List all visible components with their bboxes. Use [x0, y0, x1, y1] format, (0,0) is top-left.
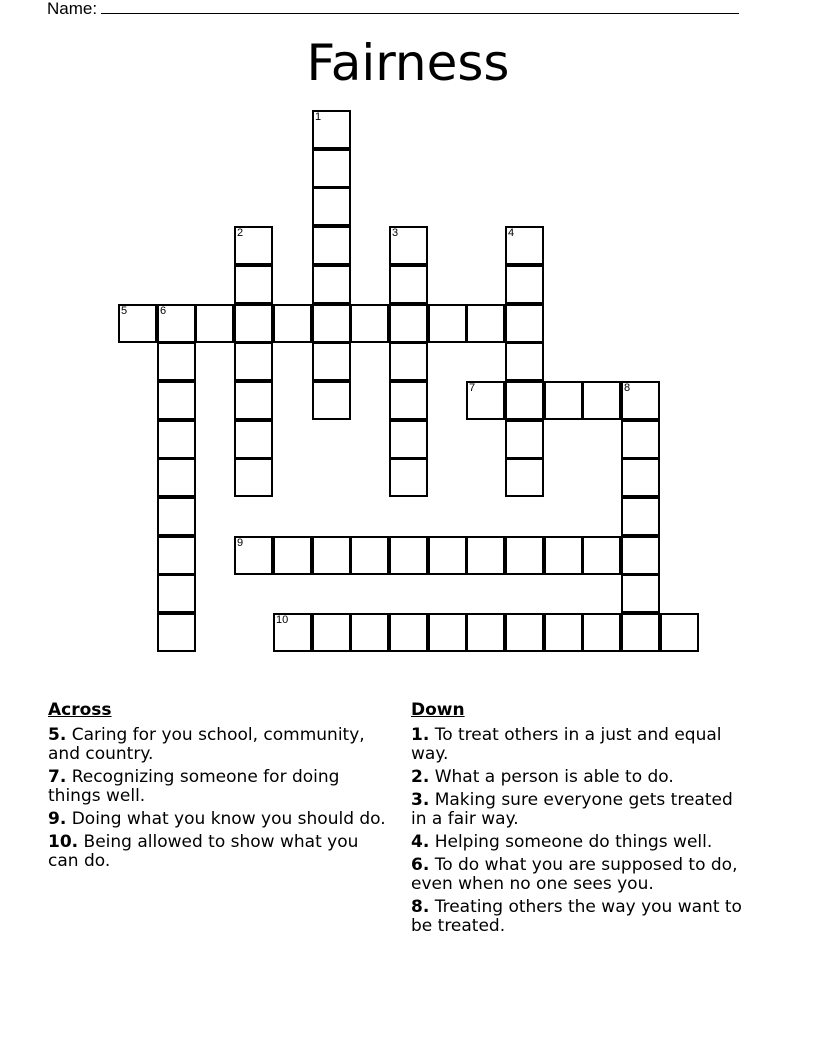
grid-cell[interactable]: [157, 304, 196, 343]
grid-cell[interactable]: [505, 342, 544, 381]
clue-number-label: 5.: [48, 725, 67, 745]
down-clue: [411, 898, 751, 936]
grid-cell[interactable]: [544, 381, 583, 420]
clue-text: Recognizing someone for doing things well.: [48, 767, 340, 806]
across-clue-list: [48, 726, 388, 871]
grid-cell[interactable]: [582, 536, 621, 575]
clue-number: 5: [121, 305, 128, 317]
grid-cell[interactable]: [389, 458, 428, 497]
grid-cell[interactable]: [157, 420, 196, 459]
grid-cell[interactable]: [312, 226, 351, 265]
name-line: [47, 0, 739, 19]
down-clue: [411, 768, 751, 787]
grid-cell[interactable]: [389, 226, 428, 265]
down-clues: [411, 701, 751, 940]
across-clue: [48, 833, 388, 871]
clue-number: 4: [508, 227, 515, 239]
grid-cell[interactable]: [660, 613, 699, 652]
down-heading: Down: [411, 700, 465, 720]
grid-cell[interactable]: [621, 420, 660, 459]
grid-cell[interactable]: [157, 574, 196, 613]
across-clue: [48, 726, 388, 764]
grid-cell[interactable]: [621, 458, 660, 497]
clue-number: 1: [315, 111, 322, 123]
clue-text: Treating others the way you want to be treated.: [411, 897, 742, 936]
grid-cell[interactable]: [350, 536, 389, 575]
grid-cell[interactable]: [312, 381, 351, 420]
grid-cell[interactable]: [195, 304, 234, 343]
clue-number: 10: [276, 614, 289, 626]
down-clue: [411, 726, 751, 764]
grid-cell[interactable]: [234, 226, 273, 265]
grid-cell[interactable]: [312, 265, 351, 304]
grid-cell[interactable]: [621, 574, 660, 613]
grid-cell[interactable]: [544, 536, 583, 575]
name-field[interactable]: [101, 0, 739, 14]
grid-cell[interactable]: [621, 536, 660, 575]
clue-number-label: 6.: [411, 855, 430, 875]
grid-cell[interactable]: [389, 304, 428, 343]
down-clue: [411, 833, 751, 852]
grid-cell[interactable]: [273, 304, 312, 343]
grid-cell[interactable]: [621, 613, 660, 652]
clue-number: 9: [237, 537, 244, 549]
grid-cell[interactable]: [234, 304, 273, 343]
grid-cell[interactable]: [312, 536, 351, 575]
clue-number-label: 8.: [411, 897, 430, 917]
clue-text: Doing what you know you should do.: [71, 809, 386, 829]
grid-cell[interactable]: [582, 381, 621, 420]
clue-number: 3: [392, 227, 399, 239]
grid-cell[interactable]: [312, 613, 351, 652]
clue-text: What a person is able to do.: [434, 767, 674, 787]
down-clue-list: [411, 726, 751, 936]
grid-cell[interactable]: [505, 265, 544, 304]
clue-number-label: 3.: [411, 790, 430, 810]
grid-cell[interactable]: [312, 149, 351, 188]
clue-text: Being allowed to show what you can do.: [48, 832, 359, 871]
across-clue: [48, 810, 388, 829]
grid-cell[interactable]: [157, 536, 196, 575]
grid-cell[interactable]: [157, 613, 196, 652]
grid-cell[interactable]: [312, 342, 351, 381]
grid-cell[interactable]: [234, 381, 273, 420]
grid-cell[interactable]: [234, 265, 273, 304]
clue-text: Caring for you school, community, and country.: [48, 725, 365, 764]
grid-cell[interactable]: [312, 304, 351, 343]
clue-number: 8: [624, 382, 631, 394]
clue-text: Making sure everyone gets treated in a fair way.: [411, 790, 733, 829]
clue-number-label: 4.: [411, 832, 430, 852]
across-clues: [48, 701, 388, 875]
grid-cell[interactable]: [389, 536, 428, 575]
clue-number-label: 1.: [411, 725, 430, 745]
grid-cell[interactable]: [428, 536, 467, 575]
clue-number: 6: [160, 305, 167, 317]
grid-cell[interactable]: [505, 381, 544, 420]
grid-cell[interactable]: [466, 536, 505, 575]
grid-cell[interactable]: [273, 613, 312, 652]
grid-cell[interactable]: [505, 304, 544, 343]
grid-cell[interactable]: [234, 536, 273, 575]
clue-number-label: 9.: [48, 809, 67, 829]
grid-cell[interactable]: [621, 497, 660, 536]
grid-cell[interactable]: [312, 187, 351, 226]
grid-cell[interactable]: [428, 304, 467, 343]
grid-cell[interactable]: [157, 342, 196, 381]
grid-cell[interactable]: [505, 458, 544, 497]
name-label: Name:: [47, 0, 98, 18]
grid-cell[interactable]: [273, 536, 312, 575]
grid-cell[interactable]: [234, 458, 273, 497]
grid-cell[interactable]: [505, 613, 544, 652]
grid-cell[interactable]: [389, 265, 428, 304]
grid-cell[interactable]: [505, 420, 544, 459]
puzzle-title: Fairness: [306, 34, 510, 92]
grid-cell[interactable]: [466, 381, 505, 420]
grid-cell[interactable]: [389, 613, 428, 652]
clue-text: Helping someone do things well.: [434, 832, 713, 852]
grid-cell[interactable]: [582, 613, 621, 652]
grid-cell[interactable]: [389, 420, 428, 459]
grid-cell[interactable]: [389, 342, 428, 381]
down-clue: [411, 791, 751, 829]
down-clue: [411, 856, 751, 894]
grid-cell[interactable]: [389, 381, 428, 420]
grid-cell[interactable]: [157, 381, 196, 420]
grid-cell[interactable]: [157, 458, 196, 497]
grid-cell[interactable]: [234, 342, 273, 381]
clue-number-label: 2.: [411, 767, 430, 787]
grid-cell[interactable]: [544, 613, 583, 652]
clue-text: To do what you are supposed to do, even when no one sees you.: [411, 855, 738, 894]
grid-cell[interactable]: [505, 226, 544, 265]
grid-cell[interactable]: [312, 110, 351, 149]
clue-number-label: 7.: [48, 767, 67, 787]
clue-number: 7: [469, 382, 476, 394]
clue-number-label: 10.: [48, 832, 79, 852]
grid-cell[interactable]: [505, 536, 544, 575]
across-clue: [48, 768, 388, 806]
clue-number: 2: [237, 227, 244, 239]
grid-cell[interactable]: [350, 304, 389, 343]
grid-cell[interactable]: [234, 420, 273, 459]
grid-cell[interactable]: [466, 613, 505, 652]
grid-cell[interactable]: [621, 381, 660, 420]
grid-cell[interactable]: [466, 304, 505, 343]
clue-text: To treat others in a just and equal way.: [411, 725, 722, 764]
grid-cell[interactable]: [157, 497, 196, 536]
across-heading: Across: [48, 700, 112, 720]
grid-cell[interactable]: [118, 304, 157, 343]
grid-cell[interactable]: [350, 613, 389, 652]
grid-cell[interactable]: [428, 613, 467, 652]
